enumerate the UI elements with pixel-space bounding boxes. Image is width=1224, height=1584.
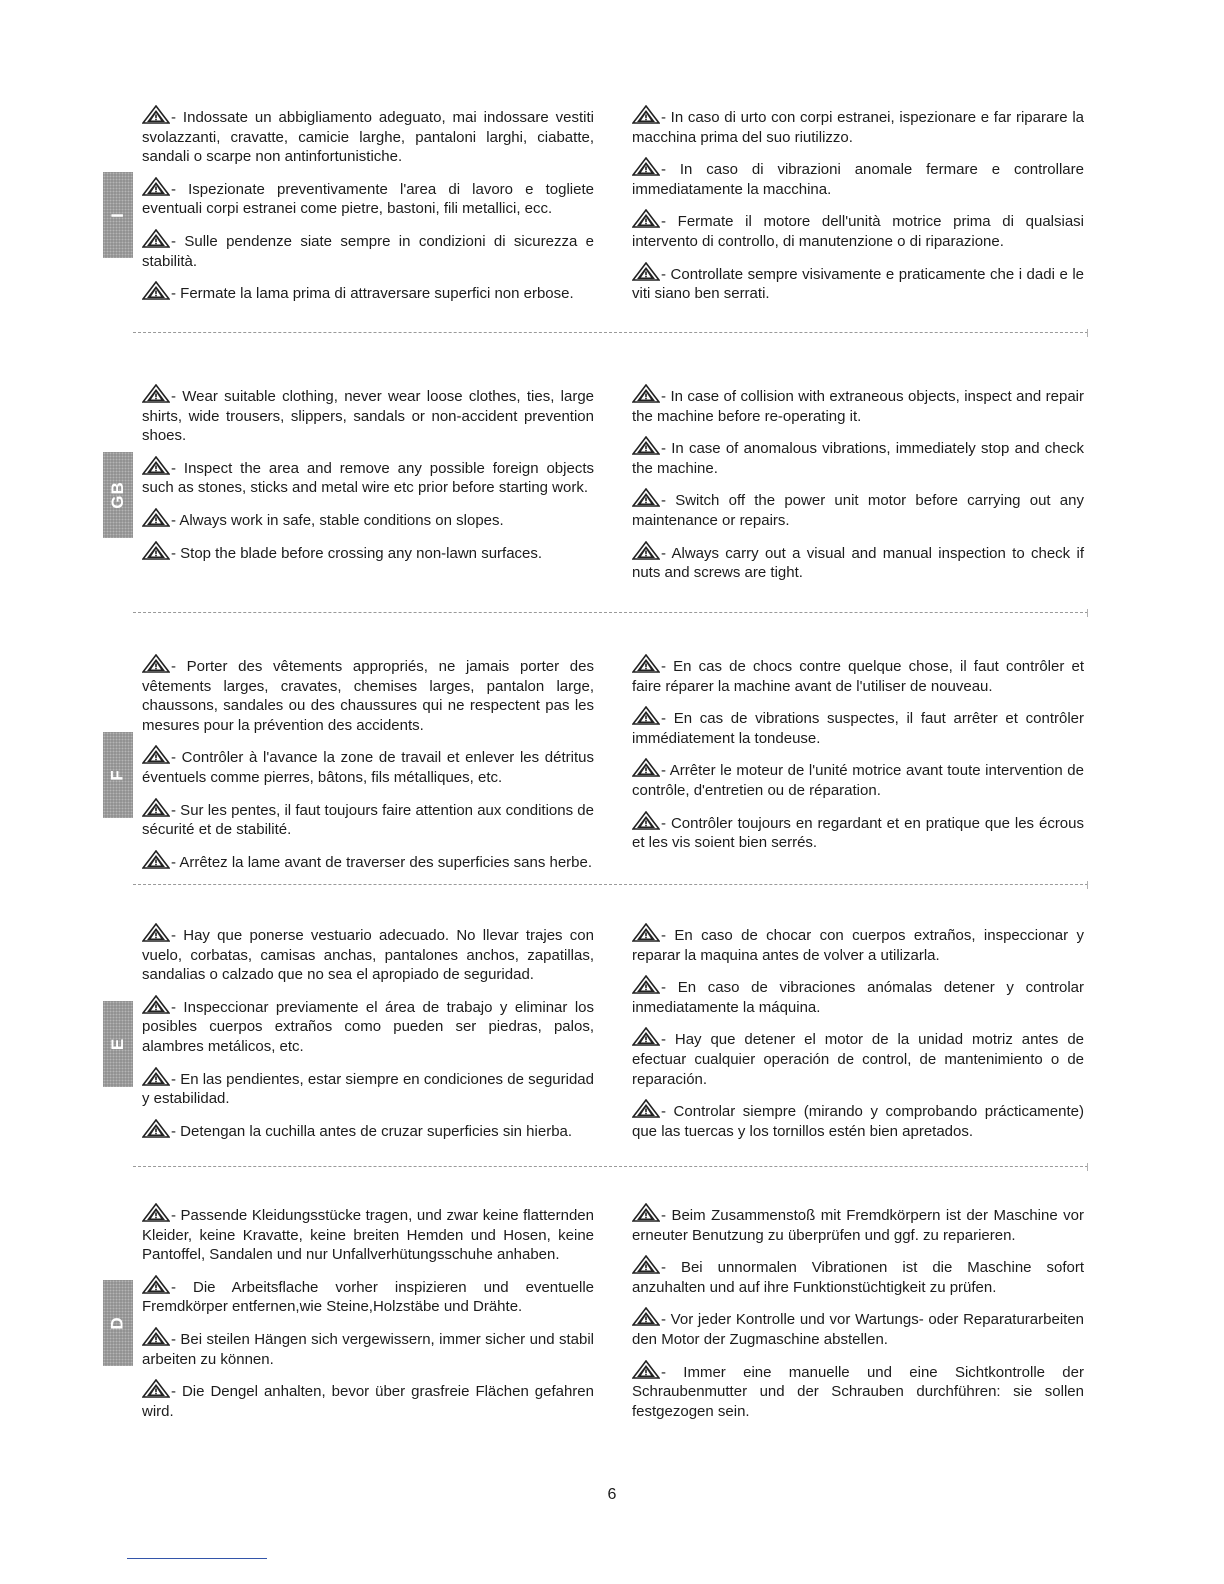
warning-triangle-icon <box>632 923 660 942</box>
warning-triangle-icon <box>142 850 170 869</box>
language-tab-de <box>103 1280 133 1366</box>
warning-triangle-icon <box>142 229 170 248</box>
page-number: 6 <box>607 1486 617 1503</box>
language-tab-es <box>103 1001 133 1087</box>
left-column <box>142 654 594 882</box>
safety-item: - Sulle pendenze siate sempre in condizioni di sicurezza e stabilità. <box>142 229 594 271</box>
left-column <box>142 384 594 573</box>
right-column <box>632 1203 1084 1431</box>
safety-item: - Bei steilen Hängen sich vergewissern, immer sicher und stabil arbeiten zu können. <box>142 1327 594 1369</box>
left-column <box>142 923 594 1151</box>
safety-item: - Passende Kleidungsstücke tragen, und zwar keine flatternden Kleider, keine Kravatte, keine breiten Hemden und Hosen, keine Pantoffel, Sandalen und nur Unfallverhütungsschuhe anhaben. <box>142 1203 594 1265</box>
warning-triangle-icon <box>142 798 170 817</box>
right-column <box>632 105 1084 314</box>
warning-triangle-icon <box>632 541 660 560</box>
warning-triangle-icon <box>142 105 170 124</box>
warning-triangle-icon <box>142 923 170 942</box>
safety-item: - En las pendientes, estar siempre en condiciones de seguridad y estabilidad. <box>142 1067 594 1109</box>
safety-item: - Inspeccionar previamente el área de trabajo y eliminar los posibles cuerpos extraños como pueden ser piedras, palos, alambres metálicos, etc. <box>142 995 594 1057</box>
warning-triangle-icon <box>632 1307 660 1326</box>
safety-item: - En caso de chocar con cuerpos extraños, inspeccionar y reparar la maquina antes de volver a utilizarla. <box>632 923 1084 965</box>
warning-triangle-icon <box>632 157 660 176</box>
safety-item: - Fermate il motore dell'unità motrice prima di qualsiasi intervento di controllo, di manutenzione o di riparazione. <box>632 209 1084 251</box>
warning-triangle-icon <box>142 654 170 673</box>
warning-triangle-icon <box>632 975 660 994</box>
section-divider <box>133 612 1088 613</box>
safety-item: - Contrôler toujours en regardant et en pratique que les écrous et les vis soient bien serrés. <box>632 811 1084 853</box>
warning-triangle-icon <box>632 1099 660 1118</box>
warning-triangle-icon <box>632 811 660 830</box>
safety-item: - In case of collision with extraneous objects, inspect and repair the machine before re-operating it. <box>632 384 1084 426</box>
safety-item: - Beim Zusammenstoß mit Fremdkörpern ist der Maschine vor erneuter Benutzung zu überprüfen und ggf. zu reparieren. <box>632 1203 1084 1245</box>
safety-item: - Wear suitable clothing, never wear loose clothes, ties, large shirts, wide trousers, slippers, sandals or non-accident prevention shoes. <box>142 384 594 446</box>
warning-triangle-icon <box>142 1067 170 1086</box>
language-tab-gb <box>103 452 133 538</box>
safety-item: - Sur les pentes, il faut toujours faire attention aux conditions de sécurité et de stabilité. <box>142 798 594 840</box>
warning-triangle-icon <box>632 105 660 124</box>
language-tab-it <box>103 172 133 258</box>
warning-triangle-icon <box>142 1379 170 1398</box>
warning-triangle-icon <box>632 384 660 403</box>
safety-item: - En cas de vibrations suspectes, il faut arrêter et contrôler immédiatement la tondeuse. <box>632 706 1084 748</box>
warning-triangle-icon <box>632 758 660 777</box>
safety-item: - Contrôler à l'avance la zone de travail et enlever les détritus éventuels comme pierres, bâtons, fils métalliques, etc. <box>142 745 594 787</box>
language-code: F <box>107 769 127 781</box>
warning-triangle-icon <box>142 1203 170 1222</box>
section-divider <box>133 884 1088 885</box>
warning-triangle-icon <box>142 508 170 527</box>
warning-triangle-icon <box>632 262 660 281</box>
safety-item: - Die Arbeitsflache vorher inspizieren und eventuelle Fremdkörper entfernen,wie Steine,Holzstäbe und Drähte. <box>142 1275 594 1317</box>
safety-item: - Controllate sempre visivamente e praticamente che i dadi e le viti siano ben serrati. <box>632 262 1084 304</box>
safety-item: - Fermate la lama prima di attraversare superfici non erbose. <box>142 281 594 304</box>
language-code: E <box>108 1037 127 1051</box>
footer-rule <box>127 1558 267 1559</box>
warning-triangle-icon <box>632 1255 660 1274</box>
safety-item: - Ispezionate preventivamente l'area di lavoro e togliete eventuali corpi estranei come pietre, bastoni, fili metallici, ecc. <box>142 177 594 219</box>
language-code: GB <box>108 481 127 509</box>
safety-item: - Hay que ponerse vestuario adecuado. No llevar trajes con vuelo, corbatas, camisas anchas, pantalones anchos, zapatillas, sandalias o calzado que no sea el apropiado de seguridad. <box>142 923 594 985</box>
safety-item: - In caso di urto con corpi estranei, ispezionare e far riparare la macchina prima del suo riutilizzo. <box>632 105 1084 147</box>
safety-item: - En cas de chocs contre quelque chose, il faut contrôler et faire réparer la machine avant de l'utiliser de nouveau. <box>632 654 1084 696</box>
warning-triangle-icon <box>632 1360 660 1379</box>
safety-item: - Detengan la cuchilla antes de cruzar superficies sin hierba. <box>142 1119 594 1142</box>
left-column <box>142 105 594 314</box>
safety-item: - Controlar siempre (mirando y comprobando prácticamente) que las tuercas y los tornillos estén bien apretados. <box>632 1099 1084 1141</box>
safety-item: - Arrêtez la lame avant de traverser des superficies sans herbe. <box>142 850 594 873</box>
warning-triangle-icon <box>632 1203 660 1222</box>
safety-item: - Vor jeder Kontrolle und vor Wartungs- oder Reparaturarbeiten den Motor der Zugmaschine abstellen. <box>632 1307 1084 1349</box>
warning-triangle-icon <box>632 654 660 673</box>
safety-item: - Indossate un abbigliamento adeguato, mai indossare vestiti svolazzanti, cravatte, camicie larghe, pantaloni larghi, ciabatte, sandali o scarpe non antinfortunistiche. <box>142 105 594 167</box>
safety-item: - Porter des vêtements appropriés, ne jamais porter des vêtements larges, cravates, chemises larges, pantalon large, chaussons, sandales ou des chaussures qui ne respectent pas les mesures pour la prévention des accidents. <box>142 654 594 735</box>
safety-item: - Inspect the area and remove any possible foreign objects such as stones, sticks and metal wire etc prior before starting work. <box>142 456 594 498</box>
language-code: I <box>107 212 127 218</box>
safety-item: - Always work in safe, stable conditions on slopes. <box>142 508 594 531</box>
warning-triangle-icon <box>142 456 170 475</box>
section-divider <box>133 1166 1088 1167</box>
warning-triangle-icon <box>142 177 170 196</box>
warning-triangle-icon <box>142 1119 170 1138</box>
warning-triangle-icon <box>142 745 170 764</box>
left-column <box>142 1203 594 1431</box>
safety-item: - Arrêter le moteur de l'unité motrice avant toute intervention de contrôle, d'entretien ou de réparation. <box>632 758 1084 800</box>
safety-item: - Die Dengel anhalten, bevor über grasfreie Flächen gefahren wird. <box>142 1379 594 1421</box>
language-tab-fr <box>103 732 133 818</box>
warning-triangle-icon <box>142 1327 170 1346</box>
safety-item: - Switch off the power unit motor before carrying out any maintenance or repairs. <box>632 488 1084 530</box>
warning-triangle-icon <box>632 1027 660 1046</box>
safety-item: - Hay que detener el motor de la unidad motriz antes de efectuar cualquier operación de control, de mantenimiento o de reparación. <box>632 1027 1084 1089</box>
warning-triangle-icon <box>632 706 660 725</box>
section-divider <box>133 332 1088 333</box>
safety-item: - In case of anomalous vibrations, immediately stop and check the machine. <box>632 436 1084 478</box>
warning-triangle-icon <box>142 541 170 560</box>
safety-item: - En caso de vibraciones anómalas detener y controlar inmediatamente la máquina. <box>632 975 1084 1017</box>
warning-triangle-icon <box>142 1275 170 1294</box>
warning-triangle-icon <box>632 436 660 455</box>
language-code: D <box>108 1316 127 1330</box>
warning-triangle-icon <box>632 488 660 507</box>
safety-item: - Stop the blade before crossing any non-lawn surfaces. <box>142 541 594 564</box>
warning-triangle-icon <box>142 384 170 403</box>
safety-item: - In caso di vibrazioni anomale fermare e controllare immediatamente la macchina. <box>632 157 1084 199</box>
right-column <box>632 654 1084 863</box>
right-column <box>632 923 1084 1151</box>
warning-triangle-icon <box>632 209 660 228</box>
warning-triangle-icon <box>142 281 170 300</box>
safety-item: - Bei unnormalen Vibrationen ist die Maschine sofort anzuhalten und auf ihre Funktionstüchtigkeit zu prüfen. <box>632 1255 1084 1297</box>
right-column <box>632 384 1084 593</box>
safety-item: - Always carry out a visual and manual inspection to check if nuts and screws are tight. <box>632 541 1084 583</box>
safety-item: - Immer eine manuelle und eine Sichtkontrolle der Schraubenmutter und der Schrauben durchführen: sie sollen festgezogen sein. <box>632 1360 1084 1422</box>
warning-triangle-icon <box>142 995 170 1014</box>
